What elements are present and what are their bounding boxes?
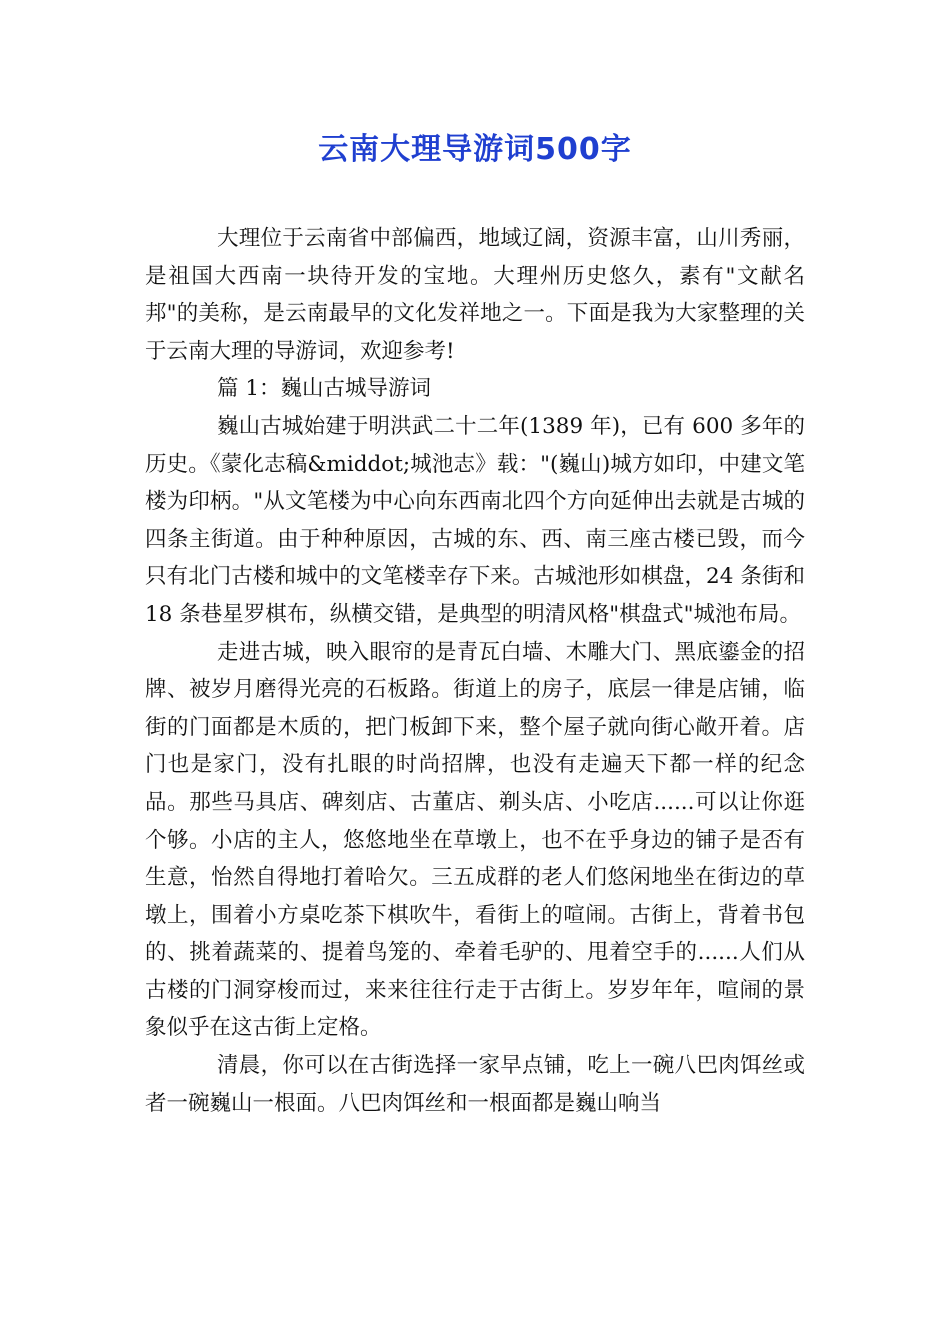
paragraph-intro: 大理位于云南省中部偏西，地域辽阔，资源丰富，山川秀丽，是祖国大西南一块待开发的宝地。大理州历史悠久，素有"文献名邦"的美称，是云南最早的文化发祥地之一。下面是我为大家整理的关于云南大理的导游词，欢迎参考! (145, 226, 805, 364)
section-heading: 篇 1：巍山古城导游词 (217, 376, 432, 402)
paragraph-history: 巍山古城始建于明洪武二十二年(1389 年)，已有 600 多年的历史。《蒙化志稿&middot;城池志》载："(巍山)城方如印，中建文笔楼为印柄。"从文笔楼为中心向东西南北四个方向延伸出去就是古城的四条主街道。由于种种原因，古城的东、西、南三座古楼已毁，而今只有北门古楼和城中的文笔楼幸存下来。古城池形如棋盘，24 条街和 18 条巷星罗棋布，纵横交错，是典型的明清风格"棋盘式"城池布局。 (145, 413, 805, 627)
paragraph-street-scene: 走进古城，映入眼帘的是青瓦白墙、木雕大门、黑底鎏金的招牌、被岁月磨得光亮的石板路。街道上的房子，底层一律是店铺，临街的门面都是木质的，把门板卸下来，整个屋子就向街心敞开着。店门也是家门，没有扎眼的时尚招牌，也没有走遍天下都一样的纪念品。那些马具店、碑刻店、古董店、剃头店、小吃店......可以让你逛个够。小店的主人，悠悠地坐在草墩上，也不在乎身边的铺子是否有生意，怡然自得地打着哈欠。三五成群的老人们悠闲地坐在街边的草墩上，围着小方桌吃茶下棋吹牛，看街上的喧闹。古街上，背着书包的、挑着蔬菜的、提着鸟笼的、牵着毛驴的、甩着空手的......人们从古楼的门洞穿梭而过，来来往往行走于古街上。岁岁年年，喧闹的景象似乎在这古街上定格。 (145, 639, 805, 1041)
paragraph-morning: 清晨，你可以在古街选择一家早点铺，吃上一碗八巴肉饵丝或者一碗巍山一根面。八巴肉饵丝和一根面都是巍山响当 (145, 1053, 805, 1116)
document-title: 云南大理导游词500字 (318, 132, 632, 167)
document-body (145, 220, 805, 1122)
